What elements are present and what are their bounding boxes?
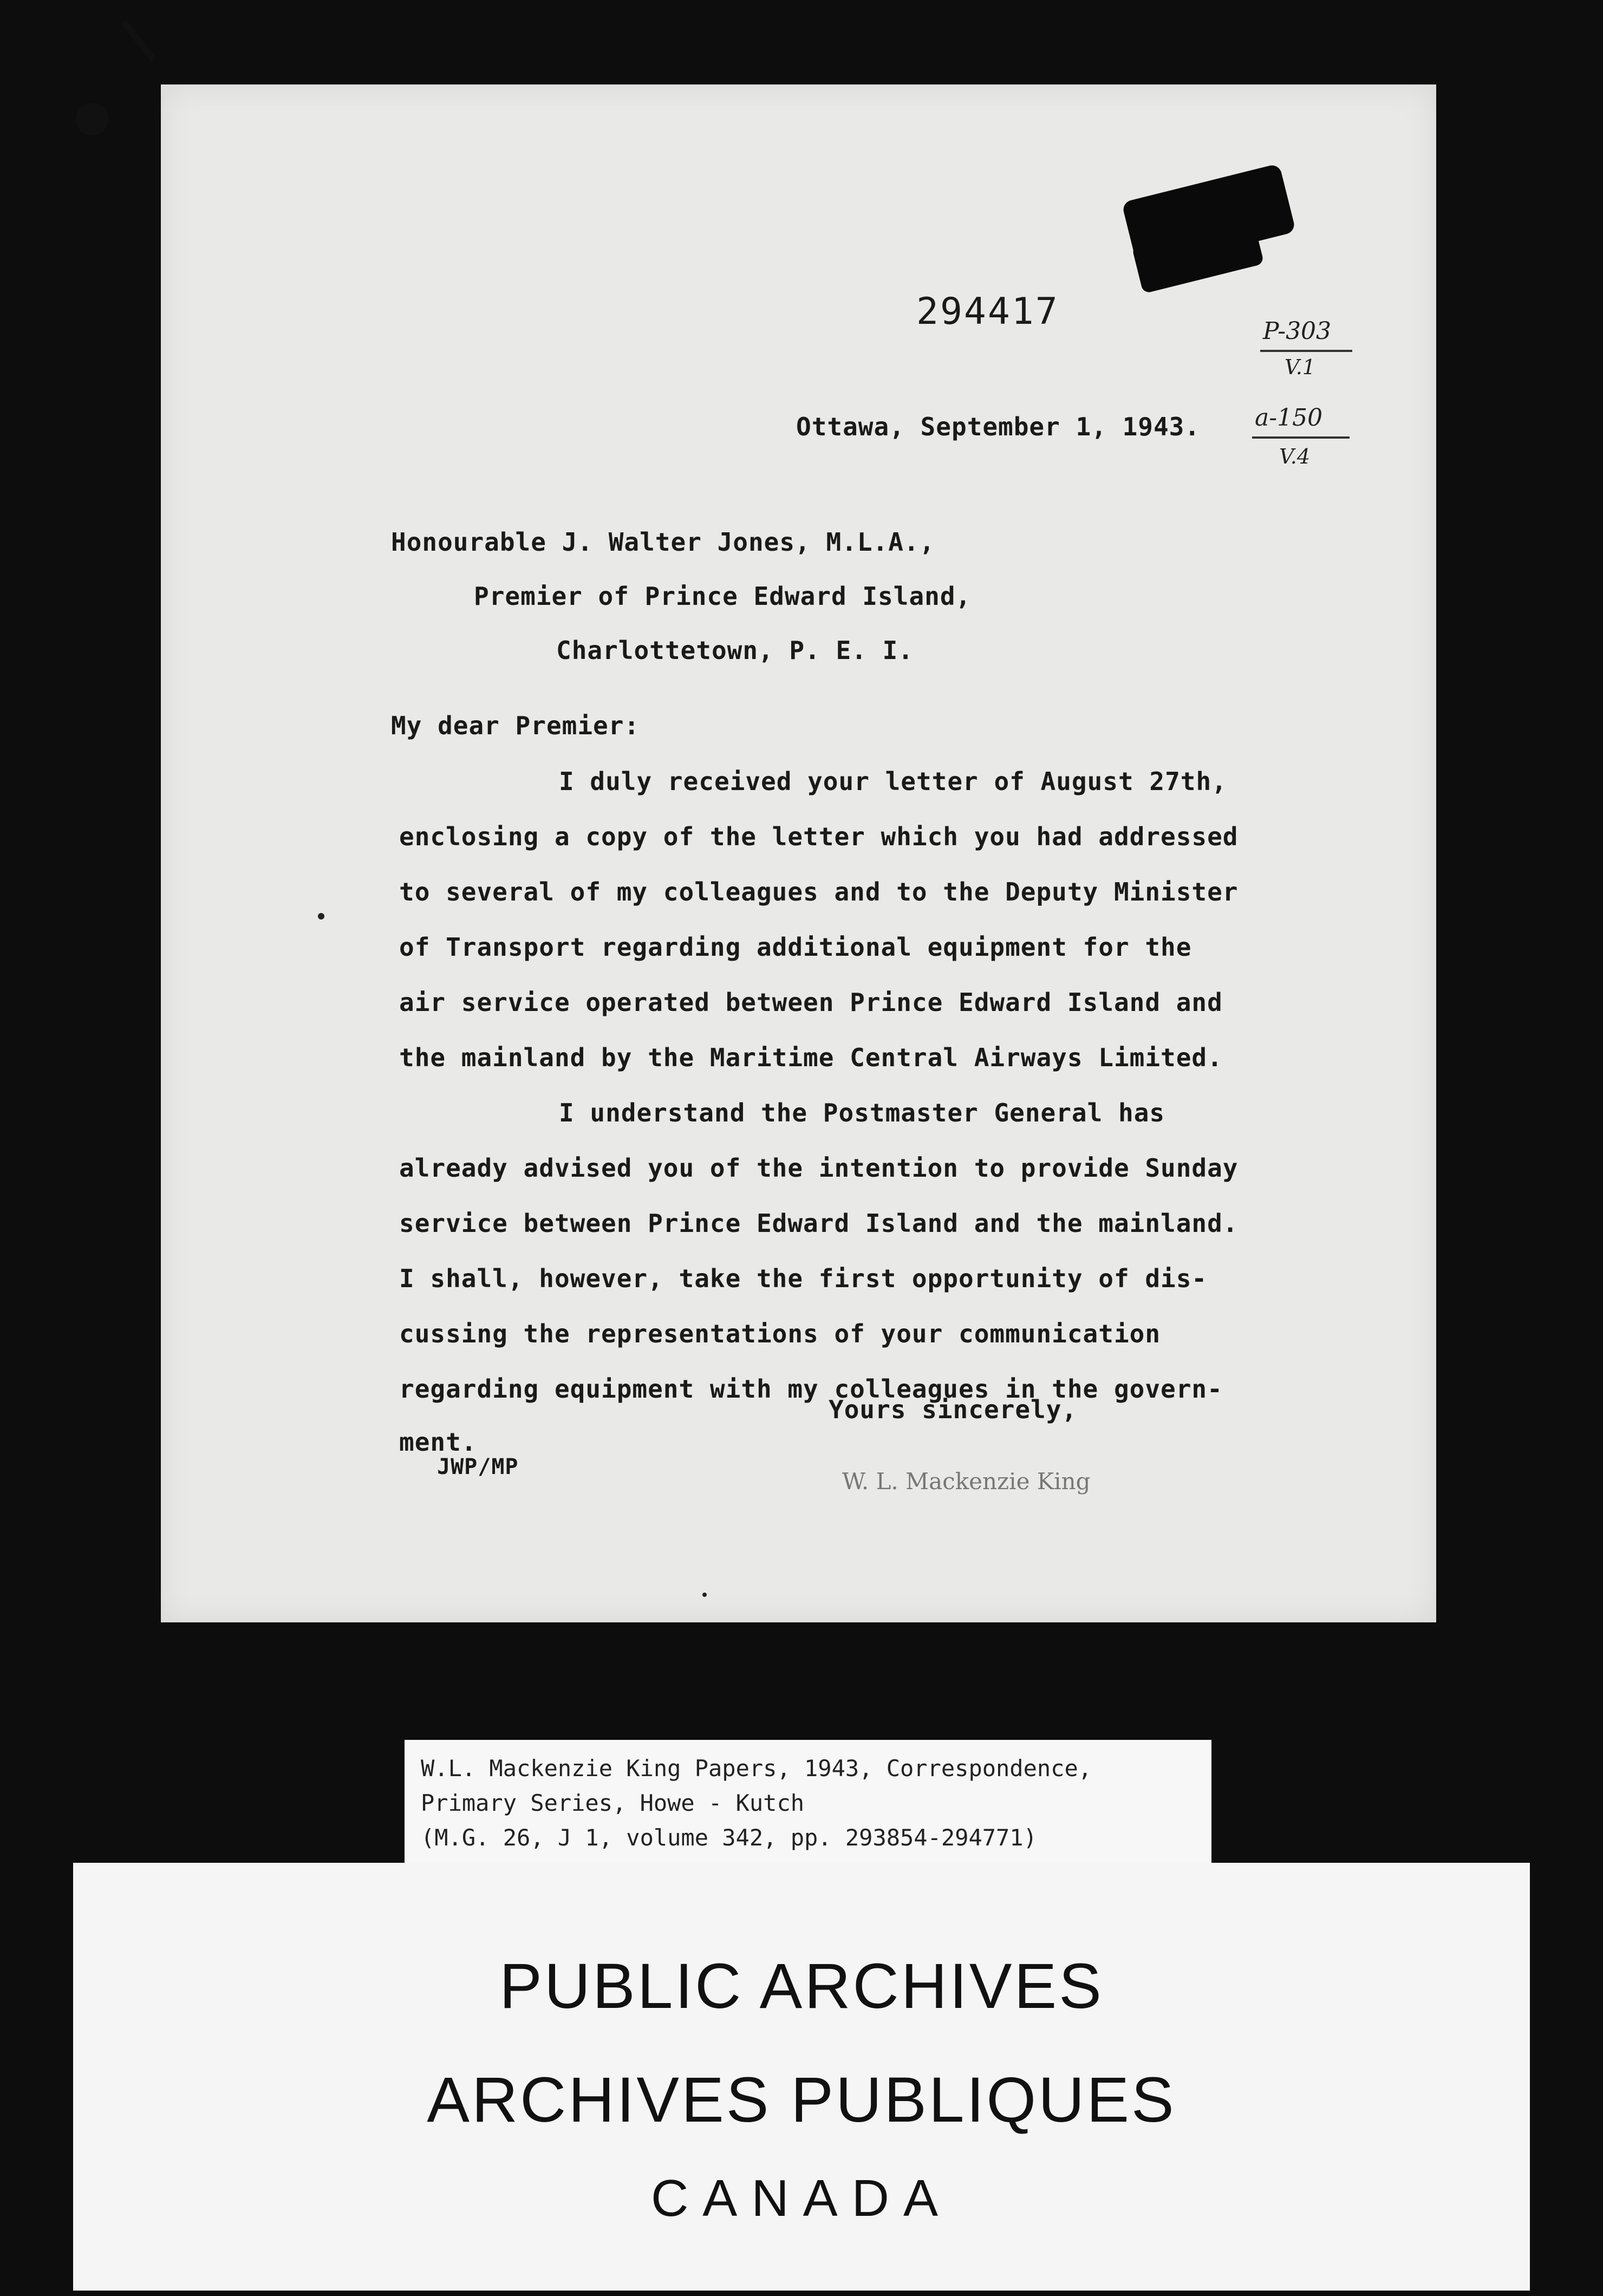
document-number: 294417: [916, 290, 1059, 333]
body-line: I shall, however, take the first opportunity of dis-: [399, 1264, 1208, 1293]
margin-dot: [318, 913, 324, 919]
salutation: My dear Premier:: [391, 711, 640, 740]
body-line: already advised you of the intention to provide Sunday: [399, 1153, 1239, 1183]
handwritten-ref-a150: a-150: [1255, 404, 1323, 432]
label-line: (M.G. 26, J 1, volume 342, pp. 293854-294771): [421, 1824, 1037, 1851]
address-line: Premier of Prince Edward Island,: [474, 582, 972, 611]
body-line: cussing the representations of your communication: [399, 1319, 1161, 1348]
signature: W. L. Mackenzie King: [842, 1468, 1091, 1495]
body-line: I understand the Postmaster General has: [559, 1098, 1165, 1127]
handwritten-ref-v1: V.1: [1285, 355, 1316, 379]
handwritten-ref-v4: V.4: [1279, 445, 1311, 468]
address-line: Honourable J. Walter Jones, M.L.A.,: [391, 527, 935, 557]
typist-initials: JWP/MP: [437, 1454, 519, 1479]
stamp-line-english: PUBLIC ARCHIVES: [499, 1951, 1104, 2022]
closing: Yours sincerely,: [829, 1395, 1078, 1424]
body-line: the mainland by the Maritime Central Airways Limited.: [399, 1043, 1223, 1072]
archives-stamp: [73, 1863, 1530, 2291]
letter-page: [161, 84, 1436, 1622]
body-line: ment.: [399, 1427, 477, 1457]
letter-date: Ottawa, September 1, 1943.: [796, 412, 1201, 441]
label-line: W.L. Mackenzie King Papers, 1943, Correspondence,: [421, 1755, 1092, 1782]
handwritten-underline: [1252, 436, 1350, 439]
body-line: enclosing a copy of the letter which you had addressed: [399, 822, 1239, 851]
handwritten-underline: [1260, 350, 1352, 352]
label-line: Primary Series, Howe - Kutch: [421, 1790, 805, 1816]
body-line: air service operated between Prince Edward Island and: [399, 988, 1223, 1017]
body-line: service between Prince Edward Island and the mainland.: [399, 1209, 1239, 1238]
body-line: of Transport regarding additional equipment for the: [399, 932, 1192, 962]
collection-label: [405, 1740, 1211, 1864]
handwritten-ref-p303: P-303: [1263, 317, 1332, 345]
body-line: to several of my colleagues and to the Deputy Minister: [399, 877, 1239, 906]
punch-hole: [76, 103, 108, 135]
margin-dot: [702, 1593, 707, 1597]
stamp-line-french: ARCHIVES PUBLIQUES: [427, 2064, 1176, 2136]
stamp-line-canada: CANADA: [650, 2169, 953, 2227]
corner-tick-mark: [121, 19, 157, 62]
address-line: Charlottetown, P. E. I.: [556, 636, 914, 665]
body-line: regarding equipment with my colleagues in the govern-: [399, 1374, 1223, 1404]
body-line: I duly received your letter of August 27th,: [559, 767, 1227, 796]
